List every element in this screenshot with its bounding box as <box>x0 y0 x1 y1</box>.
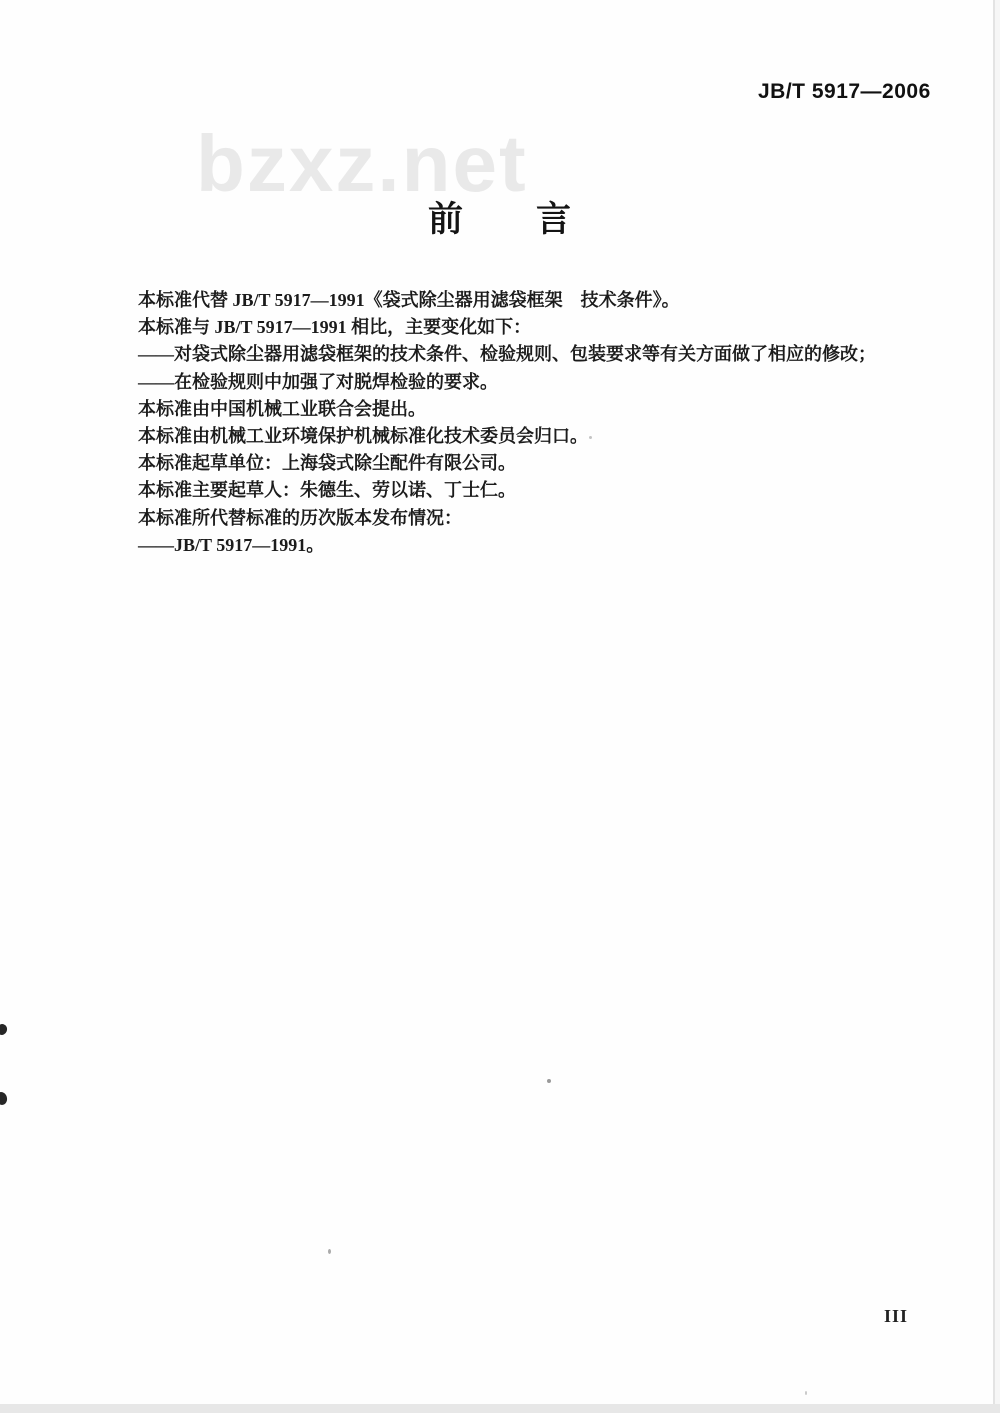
scan-artifact-mark <box>0 1023 9 1037</box>
paragraph-line: 本标准所代替标准的历次版本发布情况： <box>138 507 462 528</box>
paragraph-line: 本标准起草单位：上海袋式除尘配件有限公司。 <box>138 453 516 474</box>
paragraph-line: 本标准与 JB/T 5917—1991 相比，主要变化如下： <box>138 317 532 338</box>
paragraph-line: 本标准代替 JB/T 5917—1991《袋式除尘器用滤袋框架 技术条件》。 <box>138 290 680 310</box>
paragraph-line: ——JB/T 5917—1991。 <box>138 534 325 555</box>
watermark-text: bzxz.net <box>196 119 528 208</box>
paragraph-line: 本标准由中国机械工业联合会提出。 <box>138 398 426 419</box>
paragraph-line: 本标准由机械工业环境保护机械标准化技术委员会归口。 <box>138 426 588 447</box>
scan-speck <box>805 1391 807 1395</box>
paragraph-line: ——对袋式除尘器用滤袋框架的技术条件、检验规则、包装要求等有关方面做了相应的修改； <box>138 344 876 365</box>
scan-artifact-mark <box>0 1091 8 1106</box>
scan-speck <box>328 1249 331 1254</box>
scan-speck <box>547 1079 551 1083</box>
scan-speck <box>589 436 592 439</box>
page-title: 前 言 <box>427 200 572 239</box>
page-number: III <box>884 1306 909 1326</box>
paragraph-line: ——在检验规则中加强了对脱焊检验的要求。 <box>138 371 498 392</box>
scan-bottom-band <box>0 1404 1000 1413</box>
standard-code-header: JB/T 5917—2006 <box>758 80 931 103</box>
foreword-body <box>138 287 958 559</box>
paragraph-line: 本标准主要起草人：朱德生、劳以诺、丁士仁。 <box>138 480 516 501</box>
